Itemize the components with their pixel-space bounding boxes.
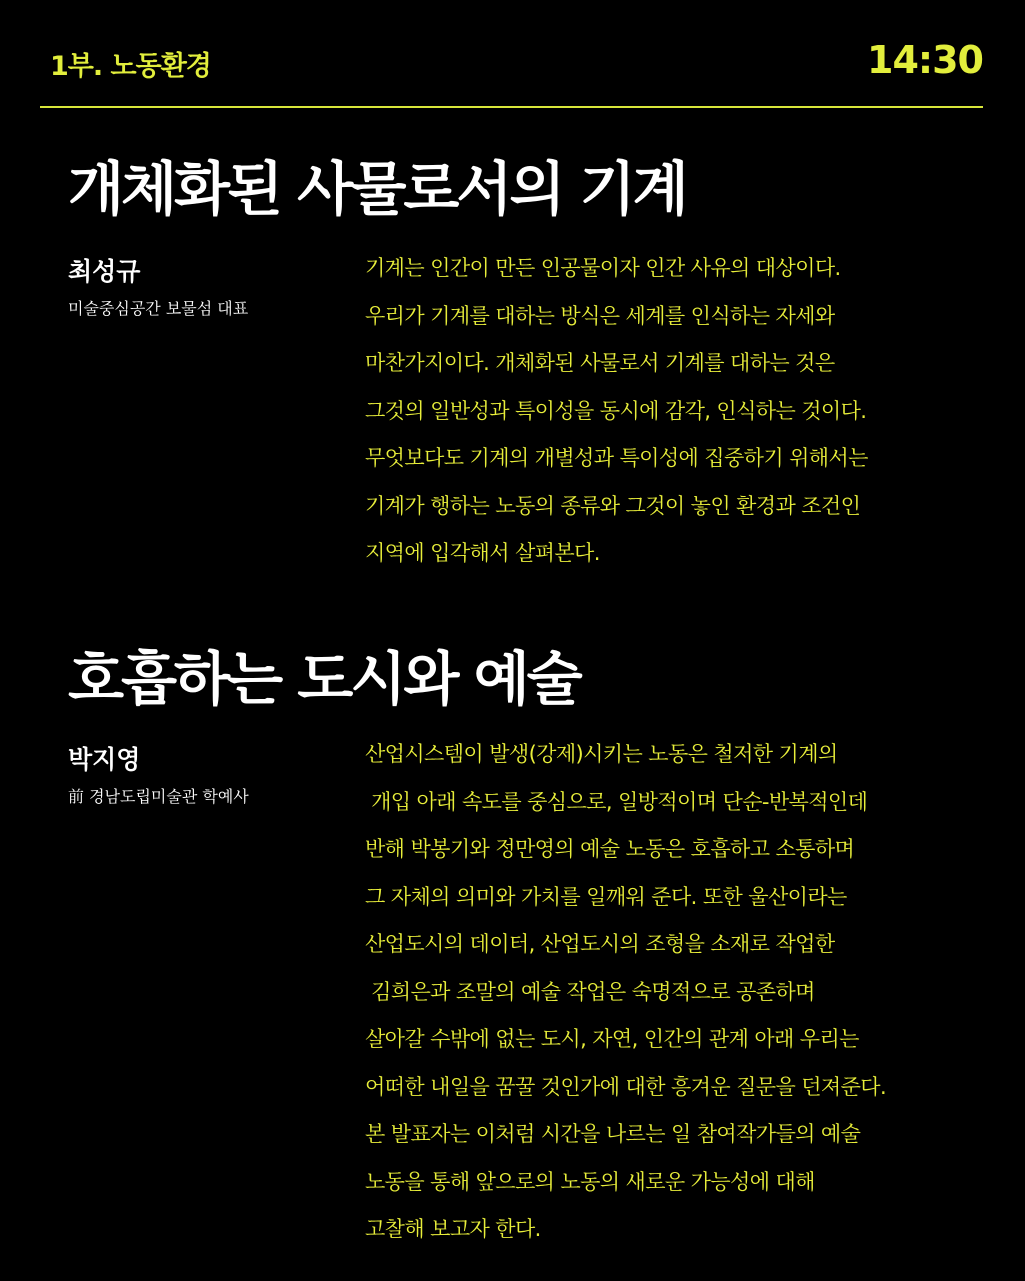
abstract-line: 기계는 인간이 만든 인공물이자 인간 사유의 대상이다. — [365, 256, 841, 280]
talk-title: 호흡하는 도시와 예술 — [68, 645, 580, 713]
abstract-line: 우리가 기계를 대하는 방식은 세계를 인식하는 자세와 — [365, 303, 835, 328]
speaker-role: 前 경남도립미술관 학예사 — [68, 787, 249, 806]
header — [40, 36, 983, 108]
abstract-line: 그것의 일반성과 특이성을 동시에 감각, 인식하는 것이다. — [365, 398, 867, 423]
talk-title: 개체화된 사물로서의 기계 — [68, 155, 686, 223]
abstract-line: 고찰해 보고자 한다. — [365, 1217, 541, 1241]
talk-abstract — [365, 740, 1005, 1263]
abstract-line: 지역에 입각해서 살펴본다. — [365, 541, 600, 565]
speaker-role: 미술중심공간 보물섬 대표 — [68, 299, 249, 318]
speaker-name: 박지영 — [68, 745, 141, 774]
abstract-line: 무엇보다도 기계의 개별성과 특이성에 집중하기 위해서는 — [365, 446, 868, 470]
abstract-line: 어떠한 내일을 꿈꿀 것인가에 대한 흥겨운 질문을 던져준다. — [365, 1074, 887, 1099]
talk-abstract — [365, 254, 1005, 587]
abstract-line: 산업시스템이 발생(강제)시키는 노동은 철저한 기계의 — [365, 742, 838, 766]
abstract-line: 기계가 행하는 노동의 종류와 그것이 놓인 환경과 조건인 — [365, 493, 861, 518]
session-time: 14:30 — [867, 38, 983, 82]
abstract-line: 반해 박봉기와 정만영의 예술 노동은 호흡하고 소통하며 — [365, 837, 855, 861]
abstract-line: 산업도시의 데이터, 산업도시의 조형을 소재로 작업한 — [365, 932, 835, 956]
abstract-line: 김희은과 조말의 예술 작업은 숙명적으로 공존하며 — [365, 979, 815, 1004]
abstract-line: 본 발표자는 이처럼 시간을 나르는 일 참여작가들의 예술 — [365, 1122, 861, 1146]
abstract-line: 개입 아래 속도를 중심으로, 일방적이며 단순-반복적인데 — [365, 789, 868, 814]
abstract-line: 그 자체의 의미와 가치를 일깨워 준다. 또한 울산이라는 — [365, 884, 847, 909]
abstract-line: 노동을 통해 앞으로의 노동의 새로운 가능성에 대해 — [365, 1169, 815, 1194]
speaker-name: 최성규 — [68, 257, 141, 286]
abstract-line: 마찬가지이다. 개체화된 사물로서 기계를 대하는 것은 — [365, 351, 835, 375]
abstract-line: 살아갈 수밖에 없는 도시, 자연, 인간의 관계 아래 우리는 — [365, 1027, 859, 1051]
session-label: 1부. 노동환경 — [50, 51, 211, 82]
